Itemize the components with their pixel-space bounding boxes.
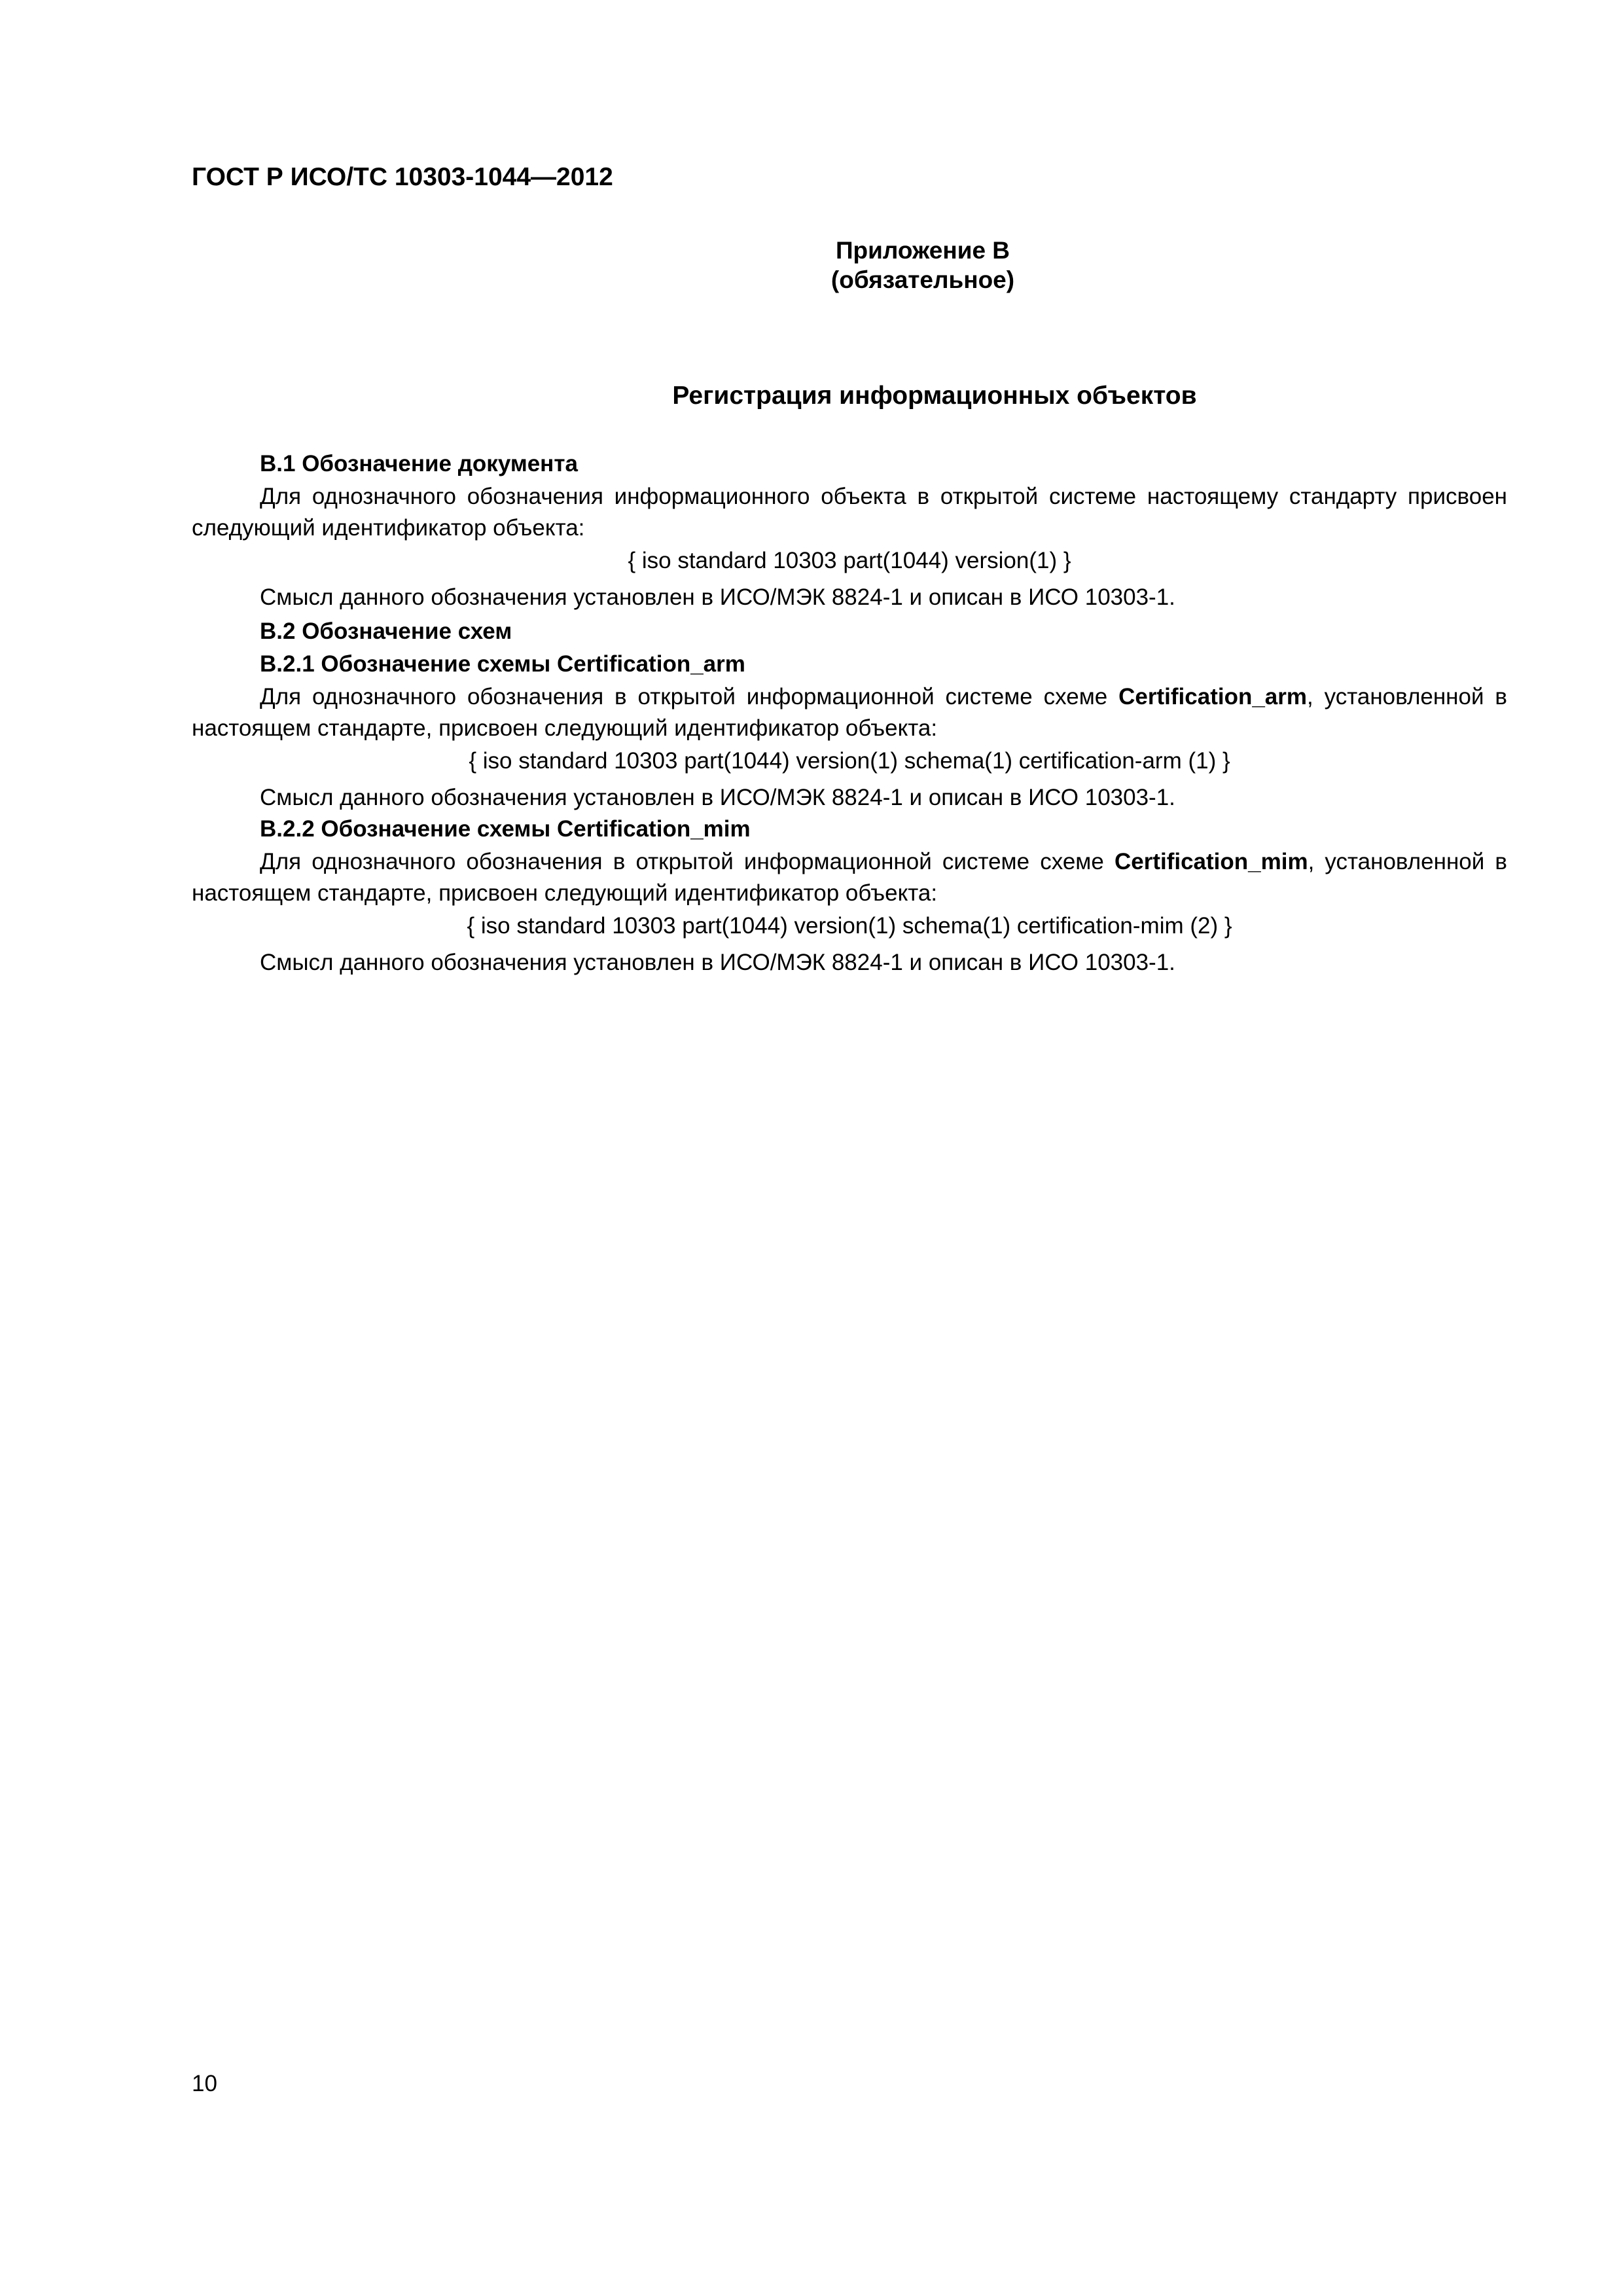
paragraph-b21-meaning: Смысл данного обозначения установлен в ИСО/МЭК 8824-1 и описан в ИСО 10303-1. (260, 785, 1175, 810)
paragraph-b22-text (192, 846, 1507, 909)
identifier-b1: { iso standard 10303 part(1044) version(1) } (628, 548, 1071, 573)
paragraph-b1-text: Для однозначного обозначения информационного объекта в открытой системе настоящему стандарту присвоен следующий идентификатор объекта: (192, 484, 1507, 541)
paragraph-b22-text-start: Для однозначного обозначения в открытой информационной системе схеме (260, 849, 1115, 874)
paragraph-b21-text-start: Для однозначного обозначения в открытой информационной системе схеме (260, 684, 1119, 709)
page-number: 10 (192, 2071, 217, 2096)
section-title: Регистрация информационных объектов (672, 382, 1197, 410)
paragraph-b22-text-end: , установленной в настоящем стандарте, присвоен следующий идентификатор объекта: (192, 849, 1508, 906)
schema-name-mim: Certification_mim (1114, 849, 1308, 874)
paragraph-b1-meaning: Смысл данного обозначения установлен в ИСО/МЭК 8824-1 и описан в ИСО 10303-1. (260, 584, 1175, 610)
heading-b1: В.1 Обозначение документа (260, 451, 578, 476)
identifier-b22: { iso standard 10303 part(1044) version(1) schema(1) certification-mim (2) } (467, 913, 1232, 939)
heading-b21: В.2.1 Обозначение схемы Certification_arm (260, 651, 745, 677)
heading-b2: В.2 Обозначение схем (260, 619, 512, 644)
paragraph-b22-meaning: Смысл данного обозначения установлен в ИСО/МЭК 8824-1 и описан в ИСО 10303-1. (260, 950, 1175, 975)
paragraph-b21-text (192, 681, 1507, 744)
annex-status: (обязательное) (830, 266, 1015, 293)
annex-title: Приложение В (835, 237, 1010, 264)
heading-b22: В.2.2 Обозначение схемы Certification_mim (260, 816, 751, 842)
document-body (192, 448, 1507, 978)
document-code: ГОСТ Р ИСО/ТС 10303-1044—2012 (192, 163, 613, 191)
identifier-b21: { iso standard 10303 part(1044) version(1) schema(1) certification-arm (1) } (469, 748, 1230, 774)
schema-name-arm: Certification_arm (1118, 684, 1308, 709)
paragraph-b21-text-end: , установленной в настоящем стандарте, присвоен следующий идентификатор объекта: (192, 684, 1507, 741)
